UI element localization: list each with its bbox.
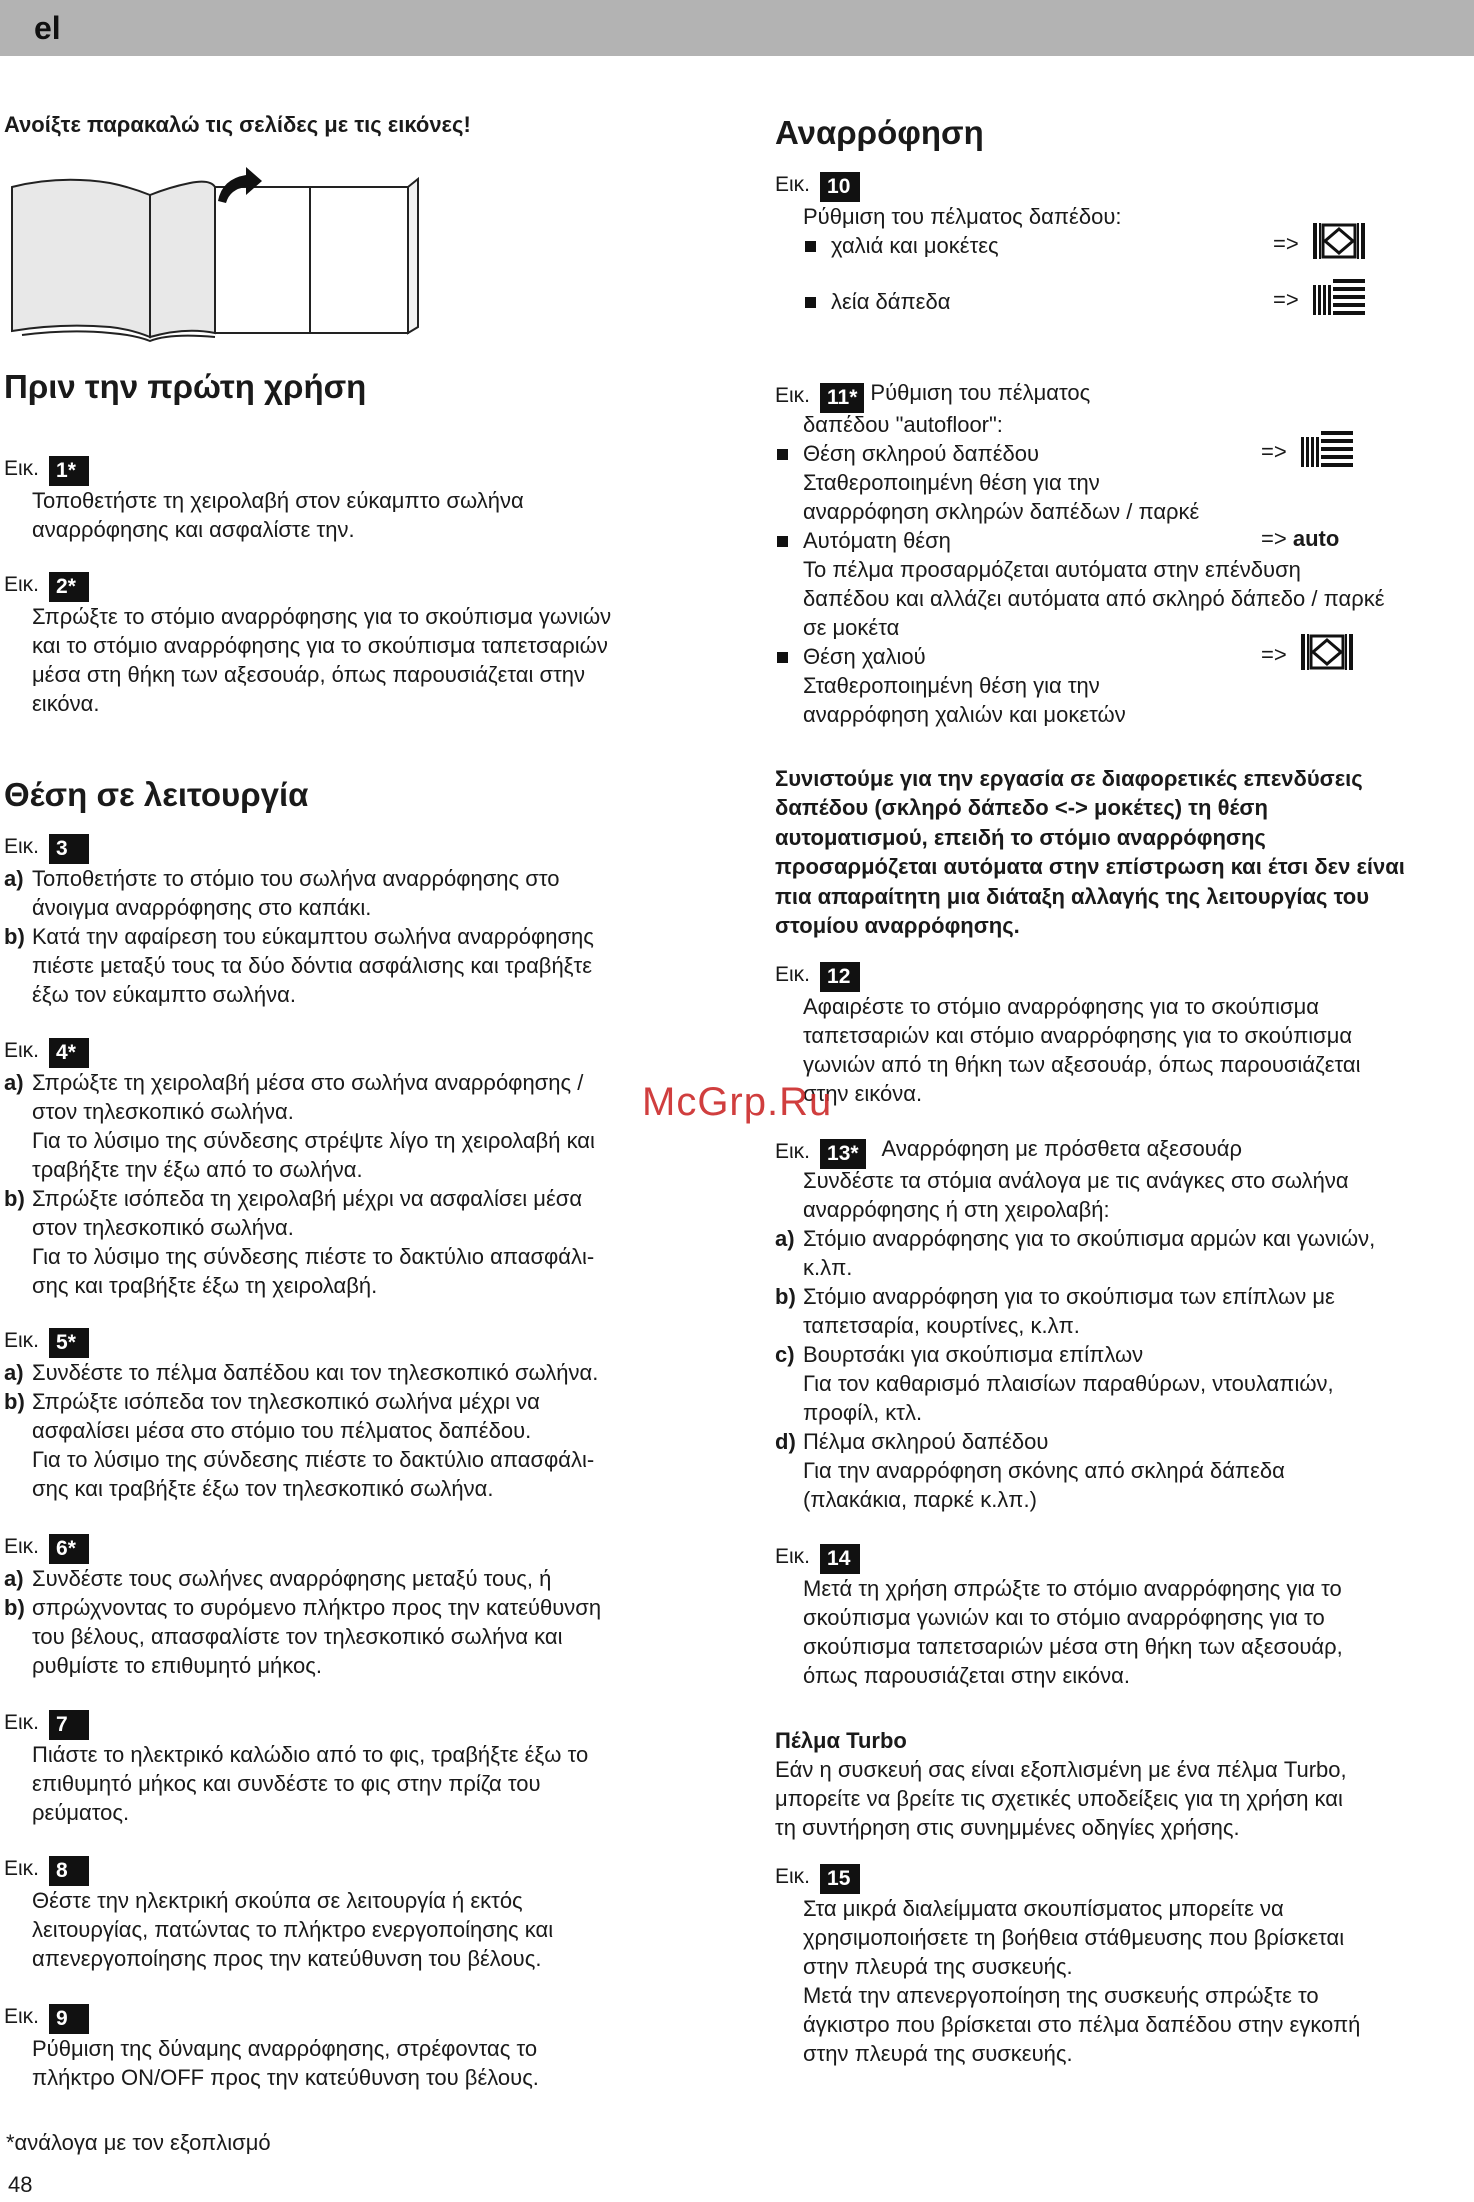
intro-text: Ανοίξτε παρακαλώ τις σελίδες με τις εικόνες!	[4, 112, 471, 137]
page-number: 48	[8, 2172, 33, 2197]
text-line: του βέλους, απασφαλίστε τον τηλεσκοπικό σωλήνα και	[32, 1624, 563, 1649]
text-line: σε μοκέτα	[803, 615, 900, 640]
arrow-text: =>	[1273, 231, 1299, 256]
fig-label: Εικ.	[775, 1545, 811, 1568]
fig-label: Εικ.	[4, 457, 40, 480]
text-line: Κατά την αφαίρεση του εύκαμπτου σωλήνα αναρρόφησης	[32, 924, 594, 949]
text-line: ταπετσαριών και στόμιο αναρρόφησης για το σκούπισμα	[803, 1023, 1353, 1048]
text-line: δαπέδου (σκληρό δάπεδο <-> μοκέτες) τη θέση	[775, 795, 1268, 821]
arrow-text	[1261, 526, 1339, 552]
recommendation-note	[775, 764, 1405, 940]
text-line: Ρύθμιση του πέλματος δαπέδου:	[803, 204, 1122, 229]
text-line: ασφαλίσει μέσα στο στόμιο του πέλματος δαπέδου.	[32, 1418, 532, 1443]
carpet-position-row	[775, 642, 1474, 671]
figure-4-instructions: Εικ. 4* a) Σπρώξτε τη χειρολαβή μέσα στο σωλήνα αναρρόφησης / στον τηλεσκοπικό σωλήνα. Για το λύσιμο της σύνδεσης στρέψτε λίγο τη χειρολαβή και τραβήξτε την έξω από το σωλήνα. b) Σπρώξτε ισόπεδα τη χειρολαβή μέχρι να ασφαλίσει μέσα στον τηλεσκοπικό σωλήνα. Για το λύσιμο της σύνδεσης πιέστε το δακτύλιο απασφάλι- σης και τραβήξτε έξω τη χειρολαβή.	[4, 1039, 595, 1298]
watermark: McGrp.Ru	[642, 1080, 833, 1124]
text-line: έξω τον εύκαμπτο σωλήνα.	[32, 982, 296, 1007]
text-line: Στα μικρά διαλείμματα σκουπίσματος μπορείτε να	[803, 1896, 1284, 1921]
bullet-icon	[777, 536, 788, 547]
text-line: σκούπισμα ταπετσαριών μέσα στη θήκη των αξεσουάρ,	[803, 1634, 1343, 1659]
footnote: *ανάλογα με τον εξοπλισμό	[6, 2130, 271, 2155]
arrow-text: =>	[1273, 287, 1299, 312]
fig-number-badge: 1*	[49, 456, 89, 486]
text-line: Συνδέστε το πέλμα δαπέδου και τον τηλεσκοπικό σωλήνα.	[32, 1360, 599, 1385]
text-line: πλήκτρο ON/OFF προς την κατεύθυνση του βέλους.	[32, 2065, 539, 2090]
figure-7-instructions	[4, 1706, 704, 1827]
fig-number-badge: 5*	[49, 1328, 89, 1358]
text-line: αναρρόφηση σκληρών δαπέδων / παρκέ	[803, 499, 1200, 524]
text-line: δαπέδου "autofloor":	[803, 412, 1003, 437]
fig-number-badge: 6*	[49, 1534, 89, 1564]
text-line: πιέστε μεταξύ τους τα δύο δόντια ασφάλισης και τραβήξτε	[32, 953, 593, 978]
text-line: λειτουργίας, πατώντας το πλήκτρο ενεργοποίησης και	[32, 1917, 554, 1942]
bullet-icon	[805, 297, 816, 308]
figure-11-instructions	[775, 376, 1474, 729]
text-line: στην πλευρά της συσκευής.	[803, 1954, 1073, 1979]
text-line: Τοποθετήστε τη χειρολαβή στον εύκαμπτο σωλήνα	[32, 488, 524, 513]
text-line: άνοιγμα αναρρόφησης στο καπάκι.	[32, 895, 372, 920]
fig-label: Εικ.	[4, 1535, 40, 1558]
text-line: ρυθμίστε το επιθυμητό μήκος.	[32, 1653, 322, 1678]
text-line: μέσα στη θήκη των αξεσουάρ, όπως παρουσιάζεται στην	[32, 662, 586, 687]
text-line: προφίλ, κτλ.	[803, 1400, 923, 1425]
text-line: στην εικόνα.	[803, 1081, 923, 1106]
text-line: Μετά τη χρήση σπρώξτε το στόμιο αναρρόφησης για το	[803, 1576, 1342, 1601]
fig-label: Εικ.	[4, 1039, 40, 1062]
fig-number-badge: 14	[820, 1544, 860, 1574]
text-line: Σπρώξτε ισόπεδα τον τηλεσκοπικό σωλήνα μέχρι να	[32, 1389, 540, 1414]
text-line: Για το λύσιμο της σύνδεσης πιέστε το δακτύλιο απασφάλι-	[32, 1244, 595, 1269]
text-line: σης και τραβήξτε έξω τη χειρολαβή.	[32, 1273, 378, 1298]
text-line: αναρρόφησης και ασφαλίστε την.	[32, 517, 355, 542]
figure-8-instructions	[4, 1852, 704, 1973]
suction-heading: Αναρρόφηση	[775, 114, 984, 151]
fig-number-badge: 13*	[820, 1139, 866, 1169]
text-line: Σταθεροποιημένη θέση για την	[803, 673, 1100, 698]
text-line: κ.λπ.	[803, 1255, 853, 1280]
text-line: Μετά την απενεργοποίηση της συσκευής σπρώξτε το	[803, 1983, 1319, 2008]
bullet-icon	[777, 449, 788, 460]
bullet-icon	[777, 652, 788, 663]
text-line: Συνδέστε τους σωλήνες αναρρόφησης μεταξύ τους, ή	[32, 1566, 552, 1591]
arrow-text: =>	[1261, 526, 1287, 551]
figure-14-instructions	[775, 1540, 1474, 1690]
fig-label: Εικ.	[4, 1711, 40, 1734]
text-line: απενεργοποίησης προς την κατεύθυνση του βέλους.	[32, 1946, 542, 1971]
text-line: πια απαραίτητη μια διάταξη αλλαγής της λειτουργίας του	[775, 883, 1370, 909]
text-line: προσαρμόζεται αυτόματα στην επίστρωση και έτσι δεν είναι	[775, 854, 1405, 880]
text-line: Θέση χαλιού	[803, 644, 926, 669]
carpet-setting-row	[775, 231, 1474, 287]
figure-9-instructions	[4, 2000, 704, 2092]
text-line: δαπέδου και αλλάζει αυτόματα από σκληρό δάπεδο / παρκέ	[803, 586, 1385, 611]
fig-label: Εικ.	[775, 1140, 811, 1163]
fig-number-badge: 3	[49, 834, 89, 864]
text-line: Θέστε την ηλεκτρική σκούπα σε λειτουργία ή εκτός	[32, 1888, 523, 1913]
text-line: τραβήξτε την έξω από το σωλήνα.	[32, 1157, 363, 1182]
hard-floor-symbol-icon	[1313, 279, 1365, 315]
fig-label: Εικ.	[775, 384, 811, 407]
text-line: Αφαιρέστε το στόμιο αναρρόφησης για το σκούπισμα	[803, 994, 1319, 1019]
text-line: Αυτόματη θέση	[803, 528, 951, 553]
hard-floor-setting-row	[775, 287, 1474, 327]
fig-number-badge: 15	[820, 1864, 860, 1894]
text-line: σπρώχνοντας το συρόμενο πλήκτρο προς την κατεύθυνση	[32, 1595, 602, 1620]
auto-position-row	[775, 526, 1474, 555]
text-line: γωνιών από τη θήκη των αξεσουάρ, όπως παρουσιάζεται	[803, 1052, 1361, 1077]
hard-floor-position-row	[775, 439, 1474, 468]
fig-label: Εικ.	[4, 1329, 40, 1352]
text-line: Πιάστε το ηλεκτρικό καλώδιο από το φις, τραβήξτε έξω το	[32, 1742, 589, 1767]
text-line: Για το λύσιμο της σύνδεσης πιέστε το δακτύλιο απασφάλι-	[32, 1447, 595, 1472]
figure-13-instructions: Εικ. 13* Αναρρόφηση με πρόσθετα αξεσουάρ Συνδέστε τα στόμια ανάλογα με τις ανάγκες στο σωλήνα αναρρόφησης ή στη χειρολαβή: a) Στόμιο αναρρόφησης για το σκούπισμα αρμών και γωνιών, κ.λπ. b) Στόμιο αναρρόφηση για το σκούπισμα των επίπλων με ταπετσαρία, κουρτίνες, κ.λπ. c) Βουρτσάκι για σκούπισμα επίπλων Για τον καθαρισμό πλαισίων παραθύρων, ντουλαπιών, προφίλ, κτλ. d) Πέλμα σκληρού δαπέδου Για την αναρρόφηση σκόνης από σκληρά δάπεδα (πλακάκια, παρκέ κ.λπ.)	[775, 1132, 1474, 1514]
text-line: Για τον καθαρισμό πλαισίων παραθύρων, ντουλαπιών,	[803, 1371, 1334, 1396]
text-line: Συνδέστε τα στόμια ανάλογα με τις ανάγκες στο σωλήνα	[803, 1168, 1349, 1193]
fig-number-badge: 10	[820, 172, 860, 202]
text-line: στομίου αναρρόφησης.	[775, 913, 1020, 939]
text-line: Συνιστούμε για την εργασία σε διαφορετικές επενδύσεις	[775, 766, 1363, 791]
text-line: ρεύματος.	[32, 1800, 130, 1825]
fig-label: Εικ.	[4, 573, 40, 596]
carpet-symbol-icon	[1301, 634, 1353, 670]
text-line: Σπρώξτε το στόμιο αναρρόφησης για το σκούπισμα γωνιών	[32, 604, 612, 629]
text-line: μπορείτε να βρείτε τις σχετικές υποδείξεις για τη χρήση και	[775, 1786, 1343, 1811]
turbo-section	[775, 1726, 1474, 1842]
text-line: Ρύθμιση του πέλματος	[870, 380, 1091, 405]
arrow-text: =>	[1261, 642, 1287, 667]
text-line: Το πέλμα προσαρμόζεται αυτόματα στην επένδυση	[803, 557, 1301, 582]
fig-number-badge: 12	[820, 962, 860, 992]
text-line: Σταθεροποιημένη θέση για την	[803, 470, 1100, 495]
fig-label: Εικ.	[775, 173, 811, 196]
text-line: (πλακάκια, παρκέ κ.λπ.)	[803, 1487, 1037, 1512]
fig-label: Εικ.	[4, 1857, 40, 1880]
text-line: Για την αναρρόφηση σκόνης από σκληρά δάπεδα	[803, 1458, 1285, 1483]
carpet-symbol-icon	[1313, 223, 1365, 259]
text-line: εικόνα.	[32, 691, 100, 716]
figure-12-instructions	[775, 958, 1474, 1108]
hard-floor-symbol-icon	[1301, 431, 1353, 467]
text-line: στον τηλεσκοπικό σωλήνα.	[32, 1215, 294, 1240]
text-line: στον τηλεσκοπικό σωλήνα.	[32, 1099, 294, 1124]
text-line: και το στόμιο αναρρόφησης για το σκούπισμα ταπετσαριών	[32, 633, 608, 658]
fig-label: Εικ.	[775, 1865, 811, 1888]
fig-number-badge: 11*	[820, 383, 864, 413]
figure-15-instructions	[775, 1860, 1474, 2068]
fig-number-badge: 9	[49, 2004, 89, 2034]
arrow-text: =>	[1261, 439, 1287, 464]
text-line: στην πλευρά της συσκευής.	[803, 2041, 1073, 2066]
text-line: Εάν η συσκευή σας είναι εξοπλισμένη με ένα πέλμα Turbo,	[775, 1757, 1347, 1782]
operation-heading: Θέση σε λειτουργία	[4, 776, 309, 813]
figure-5-instructions: Εικ. 5* a) Συνδέστε το πέλμα δαπέδου και τον τηλεσκοπικό σωλήνα. b) Σπρώξτε ισόπεδα τον τηλεσκοπικό σωλήνα μέχρι να ασφαλίσει μέσα στο στόμιο του πέλματος δαπέδου. Για το λύσιμο της σύνδεσης πιέστε το δακτύλιο απασφάλι- σης και τραβήξτε έξω τον τηλεσκοπικό σωλήνα.	[4, 1329, 599, 1501]
fig-label: Εικ.	[4, 835, 40, 858]
text-line: σης και τραβήξτε έξω τον τηλεσκοπικό σωλήνα.	[32, 1476, 494, 1501]
text-line: άγκιστρο που βρίσκεται στο πέλμα δαπέδου στην εγκοπή	[803, 2012, 1361, 2037]
turbo-title: Πέλμα Turbo	[775, 1728, 907, 1753]
text-line: Στόμιο αναρρόφηση για το σκούπισμα των επίπλων με	[803, 1284, 1335, 1309]
text-line: Αναρρόφηση με πρόσθετα αξεσουάρ	[881, 1136, 1243, 1161]
first-use-heading: Πριν την πρώτη χρήση	[4, 368, 367, 405]
text-line: λεία δάπεδα	[831, 289, 951, 314]
text-line: αναρρόφηση χαλιών και μοκετών	[803, 702, 1126, 727]
text-line: σκούπισμα γωνιών και το στόμιο αναρρόφησης για το	[803, 1605, 1325, 1630]
text-line: Ρύθμιση της δύναμης αναρρόφησης, στρέφοντας το	[32, 2036, 538, 2061]
text-line: Στόμιο αναρρόφησης για το σκούπισμα αρμών και γωνιών,	[803, 1226, 1376, 1251]
figure-2-instructions	[4, 568, 704, 718]
text-line: χαλιά και μοκέτες	[831, 233, 999, 258]
fig-label: Εικ.	[775, 963, 811, 986]
language-code: el	[34, 10, 61, 46]
text-line: Βουρτσάκι για σκούπισμα επίπλων	[803, 1342, 1144, 1367]
text-line: Σπρώξτε ισόπεδα τη χειρολαβή μέχρι να ασφαλίσει μέσα	[32, 1186, 583, 1211]
text-line: όπως παρουσιάζεται στην εικόνα.	[803, 1663, 1130, 1688]
figure-3-instructions: Εικ. 3 a) Τοποθετήστε το στόμιο του σωλήνα αναρρόφησης στο άνοιγμα αναρρόφησης στο καπάκι. b) Κατά την αφαίρεση του εύκαμπτου σωλήνα αναρρόφησης πιέστε μεταξύ τους τα δύο δόντια ασφάλισης και τραβήξτε έξω τον εύκαμπτο σωλήνα.	[4, 835, 594, 1007]
fig-number-badge: 4*	[49, 1038, 89, 1068]
open-book-icon	[10, 165, 420, 345]
figure-6-instructions: Εικ. 6* a) Συνδέστε τους σωλήνες αναρρόφησης μεταξύ τους, ή b) σπρώχνοντας το συρόμενο πλήκτρο προς την κατεύθυνση του βέλους, απασφαλίστε τον τηλεσκοπικό σωλήνα και ρυθμίστε το επιθυμητό μήκος.	[4, 1535, 602, 1678]
fig-label: Εικ.	[4, 2005, 40, 2028]
figure-10-instructions	[775, 168, 1474, 327]
language-header-bar	[0, 0, 1474, 56]
text-line: ταπετσαρία, κουρτίνες, κ.λπ.	[803, 1313, 1080, 1338]
text-line: τη συντήρηση στις συνημμένες οδηγίες χρήσης.	[775, 1815, 1240, 1840]
fig-number-badge: 8	[49, 1856, 89, 1886]
text-line: Πέλμα σκληρού δαπέδου	[803, 1429, 1049, 1454]
text-line: αυτοματισμού, επειδή το στόμιο αναρρόφησης	[775, 824, 1266, 850]
text-line: χρησιμοποιήσετε τη βοήθεια στάθμευσης που βρίσκεται	[803, 1925, 1345, 1950]
text-line: Για το λύσιμο της σύνδεσης στρέψτε λίγο τη χειρολαβή και	[32, 1128, 595, 1153]
text-line: Θέση σκληρού δαπέδου	[803, 441, 1040, 466]
fig-number-badge: 2*	[49, 572, 89, 602]
fig-number-badge: 7	[49, 1710, 89, 1740]
text-line: επιθυμητό μήκος και συνδέστε το φις στην πρίζα του	[32, 1771, 541, 1796]
figure-1-instructions	[4, 452, 704, 544]
bullet-icon	[805, 241, 816, 252]
text-line: Σπρώξτε τη χειρολαβή μέσα στο σωλήνα αναρρόφησης /	[32, 1070, 584, 1095]
text-line: αναρρόφησης ή στη χειρολαβή:	[803, 1197, 1110, 1222]
text-line: Τοποθετήστε το στόμιο του σωλήνα αναρρόφησης στο	[32, 866, 560, 891]
auto-label: auto	[1292, 526, 1340, 551]
